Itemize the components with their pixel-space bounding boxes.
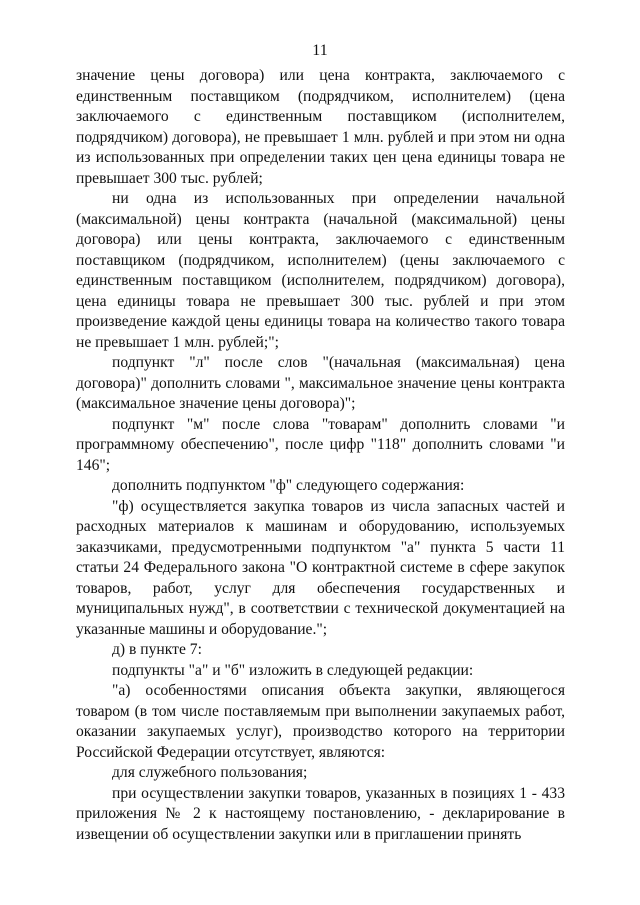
document-body <box>76 66 565 845</box>
paragraph: подпункты "а" и "б" изложить в следующей редакции: <box>112 661 474 679</box>
paragraph: подпункт "л" после слов "(начальная (максимальная) цена договора)" дополнить словами ", максимальное значение цены контракта (максимальное значение цены договора)"; <box>76 354 565 412</box>
paragraph: подпункт "м" после слова "товарам" дополнить словами "и программному обеспечению", после цифр "118" дополнить словами "и 146"; <box>76 415 565 474</box>
paragraph: д) в пункте 7: <box>112 641 202 658</box>
paragraph: "ф) осуществляется закупка товаров из числа запасных частей и расходных материалов к машинам и оборудованию, используемых заказчиками, предусмотренными подпунктом "а" пункта 5 части 11 статьи 24 Федерального закона "О контрактной системе в сфере закупок товаров, работ, услуг для обеспечения государственных и муниципальных нужд", в соответствии с технической документацией на указанные машины и оборудование."; <box>76 497 565 638</box>
paragraph: "а) особенностями описания объекта закупки, являющегося товаром (в том числе поставляемым при выполнении закупаемых работ, оказании закупаемых услуг), производство которого на территории Российской Федерации отсутствует, являются: <box>76 682 565 761</box>
page-number: 11 <box>312 42 328 59</box>
paragraph: дополнить подпунктом "ф" следующего содержания: <box>112 477 465 494</box>
paragraph: при осуществлении закупки товаров, указанных в позициях 1 - 433 приложения № 2 к настоящему постановлению, - декларирование в извещении об осуществлении закупки или в приглашении принять <box>76 784 565 843</box>
paragraph: ни одна из использованных при определении начальной (максимальной) цены контракта (начальной (максимальной) цены договора) или цены контракта, заключаемого с единственным поставщиком (подрядчиком, исполнителем) (цены заключаемого с единственным поставщиком (исполнителем, подрядчиком) договора), цена единицы товара не превышает 300 тыс. рублей и при этом произведение каждой цены единицы товара на количество такого товара не превышает 1 млн. рублей;"; <box>76 190 565 351</box>
paragraph: для служебного пользования; <box>112 764 308 781</box>
paragraph: значение цены договора) или цена контракта, заключаемого с единственным поставщиком (подрядчиком, исполнителем) (цена заключаемого с единственным поставщиком (исполнителем, подрядчиком) договора), не превышает 1 млн. рублей и при этом ни одна из использованных при определении таких цен цена единицы товара не превышает 300 тыс. рублей; <box>76 67 565 187</box>
